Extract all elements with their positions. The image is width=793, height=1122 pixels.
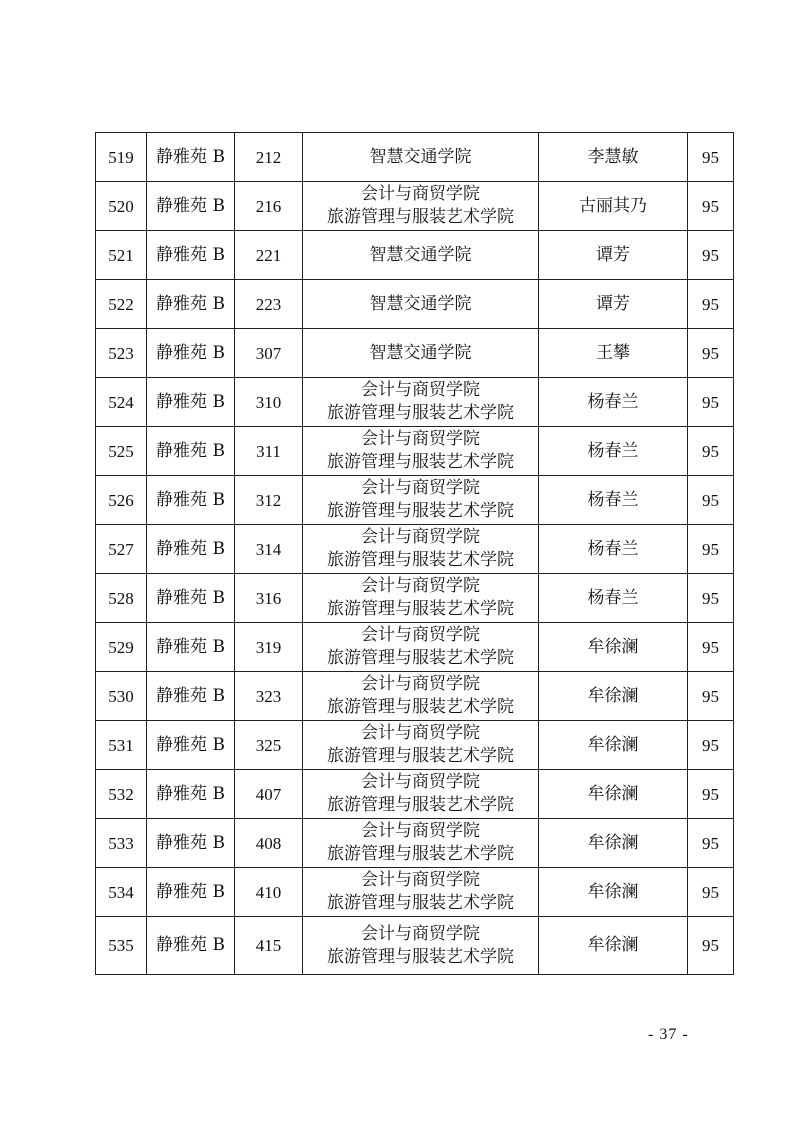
college-cell bbox=[303, 476, 539, 525]
score-cell: 95 bbox=[688, 476, 734, 525]
college-line: 会计与商贸学院 bbox=[361, 527, 480, 547]
college-line: 会计与商贸学院 bbox=[361, 723, 480, 743]
row-number-cell: 529 bbox=[96, 623, 147, 672]
building-cell: 静雅苑 B bbox=[147, 868, 235, 917]
college-line: 旅游管理与服装艺术学院 bbox=[327, 207, 514, 227]
college-line: 旅游管理与服装艺术学院 bbox=[327, 452, 514, 472]
building-cell: 静雅苑 B bbox=[147, 525, 235, 574]
college-line: 旅游管理与服装艺术学院 bbox=[327, 795, 514, 815]
person-name-cell: 杨春兰 bbox=[539, 378, 688, 427]
score-cell: 95 bbox=[688, 721, 734, 770]
college-cell bbox=[303, 917, 539, 975]
person-name-cell: 王攀 bbox=[539, 329, 688, 378]
room-number-cell: 216 bbox=[235, 182, 303, 231]
college-cell bbox=[303, 525, 539, 574]
table-row bbox=[96, 623, 734, 672]
college-cell bbox=[303, 868, 539, 917]
building-cell: 静雅苑 B bbox=[147, 623, 235, 672]
person-name-cell: 杨春兰 bbox=[539, 574, 688, 623]
person-name-cell: 谭芳 bbox=[539, 280, 688, 329]
person-name-cell: 杨春兰 bbox=[539, 525, 688, 574]
score-cell: 95 bbox=[688, 427, 734, 476]
college-cell bbox=[303, 378, 539, 427]
building-cell: 静雅苑 B bbox=[147, 672, 235, 721]
college-line: 会计与商贸学院 bbox=[361, 674, 480, 694]
row-number-cell: 528 bbox=[96, 574, 147, 623]
college-line: 会计与商贸学院 bbox=[361, 429, 480, 449]
score-cell: 95 bbox=[688, 133, 734, 182]
building-cell: 静雅苑 B bbox=[147, 819, 235, 868]
room-number-cell: 314 bbox=[235, 525, 303, 574]
college-line: 旅游管理与服装艺术学院 bbox=[327, 648, 514, 668]
row-number-cell: 524 bbox=[96, 378, 147, 427]
table-body bbox=[96, 133, 734, 975]
college-line: 旅游管理与服装艺术学院 bbox=[327, 844, 514, 864]
score-cell: 95 bbox=[688, 182, 734, 231]
college-line: 会计与商贸学院 bbox=[361, 380, 480, 400]
college-cell bbox=[303, 770, 539, 819]
room-number-cell: 310 bbox=[235, 378, 303, 427]
room-number-cell: 311 bbox=[235, 427, 303, 476]
building-cell: 静雅苑 B bbox=[147, 721, 235, 770]
person-name-cell: 牟徐澜 bbox=[539, 917, 688, 975]
building-cell: 静雅苑 B bbox=[147, 770, 235, 819]
person-name-cell: 杨春兰 bbox=[539, 476, 688, 525]
college-line: 会计与商贸学院 bbox=[361, 478, 480, 498]
room-number-cell: 323 bbox=[235, 672, 303, 721]
row-number-cell: 521 bbox=[96, 231, 147, 280]
person-name-cell: 李慧敏 bbox=[539, 133, 688, 182]
college-line: 旅游管理与服装艺术学院 bbox=[327, 746, 514, 766]
person-name-cell: 谭芳 bbox=[539, 231, 688, 280]
row-number-cell: 523 bbox=[96, 329, 147, 378]
college-line: 旅游管理与服装艺术学院 bbox=[327, 599, 514, 619]
person-name-cell: 牟徐澜 bbox=[539, 623, 688, 672]
score-cell: 95 bbox=[688, 917, 734, 975]
college-line: 会计与商贸学院 bbox=[361, 576, 480, 596]
table-row bbox=[96, 819, 734, 868]
row-number-cell: 527 bbox=[96, 525, 147, 574]
building-cell: 静雅苑 B bbox=[147, 427, 235, 476]
table-row bbox=[96, 476, 734, 525]
row-number-cell: 525 bbox=[96, 427, 147, 476]
table-row bbox=[96, 721, 734, 770]
room-number-cell: 408 bbox=[235, 819, 303, 868]
person-name-cell: 牟徐澜 bbox=[539, 868, 688, 917]
table-row bbox=[96, 917, 734, 975]
college-line: 旅游管理与服装艺术学院 bbox=[327, 946, 514, 967]
college-cell bbox=[303, 427, 539, 476]
college-cell bbox=[303, 672, 539, 721]
score-cell: 95 bbox=[688, 231, 734, 280]
row-number-cell: 520 bbox=[96, 182, 147, 231]
building-cell: 静雅苑 B bbox=[147, 378, 235, 427]
score-cell: 95 bbox=[688, 868, 734, 917]
table-row bbox=[96, 182, 734, 231]
college-line: 会计与商贸学院 bbox=[361, 923, 480, 944]
room-number-cell: 410 bbox=[235, 868, 303, 917]
table-row bbox=[96, 378, 734, 427]
college-line: 会计与商贸学院 bbox=[361, 772, 480, 792]
room-number-cell: 407 bbox=[235, 770, 303, 819]
room-number-cell: 212 bbox=[235, 133, 303, 182]
row-number-cell: 526 bbox=[96, 476, 147, 525]
college-line: 会计与商贸学院 bbox=[361, 184, 480, 204]
table-row bbox=[96, 329, 734, 378]
person-name-cell: 牟徐澜 bbox=[539, 672, 688, 721]
person-name-cell: 古丽其乃 bbox=[539, 182, 688, 231]
college-line: 会计与商贸学院 bbox=[361, 821, 480, 841]
room-number-cell: 307 bbox=[235, 329, 303, 378]
score-cell: 95 bbox=[688, 623, 734, 672]
table-row bbox=[96, 868, 734, 917]
college-line: 会计与商贸学院 bbox=[361, 625, 480, 645]
row-number-cell: 522 bbox=[96, 280, 147, 329]
row-number-cell: 532 bbox=[96, 770, 147, 819]
college-line: 智慧交通学院 bbox=[369, 244, 472, 265]
room-number-cell: 325 bbox=[235, 721, 303, 770]
college-cell bbox=[303, 574, 539, 623]
person-name-cell: 牟徐澜 bbox=[539, 770, 688, 819]
table-row bbox=[96, 231, 734, 280]
score-cell: 95 bbox=[688, 574, 734, 623]
building-cell: 静雅苑 B bbox=[147, 231, 235, 280]
building-cell: 静雅苑 B bbox=[147, 329, 235, 378]
table-row bbox=[96, 280, 734, 329]
row-number-cell: 533 bbox=[96, 819, 147, 868]
college-line: 旅游管理与服装艺术学院 bbox=[327, 697, 514, 717]
table-row bbox=[96, 133, 734, 182]
college-cell bbox=[303, 133, 539, 182]
dormitory-score-table bbox=[95, 132, 734, 975]
building-cell: 静雅苑 B bbox=[147, 133, 235, 182]
score-cell: 95 bbox=[688, 770, 734, 819]
score-cell: 95 bbox=[688, 819, 734, 868]
college-line: 智慧交通学院 bbox=[369, 146, 472, 167]
college-cell bbox=[303, 329, 539, 378]
college-line: 旅游管理与服装艺术学院 bbox=[327, 893, 514, 913]
person-name-cell: 牟徐澜 bbox=[539, 721, 688, 770]
room-number-cell: 223 bbox=[235, 280, 303, 329]
college-cell bbox=[303, 182, 539, 231]
college-line: 智慧交通学院 bbox=[369, 293, 472, 314]
score-cell: 95 bbox=[688, 378, 734, 427]
building-cell: 静雅苑 B bbox=[147, 182, 235, 231]
college-line: 旅游管理与服装艺术学院 bbox=[327, 550, 514, 570]
room-number-cell: 415 bbox=[235, 917, 303, 975]
college-cell bbox=[303, 231, 539, 280]
building-cell: 静雅苑 B bbox=[147, 917, 235, 975]
row-number-cell: 519 bbox=[96, 133, 147, 182]
college-cell bbox=[303, 819, 539, 868]
building-cell: 静雅苑 B bbox=[147, 574, 235, 623]
score-cell: 95 bbox=[688, 672, 734, 721]
college-line: 旅游管理与服装艺术学院 bbox=[327, 501, 514, 521]
college-cell bbox=[303, 280, 539, 329]
building-cell: 静雅苑 B bbox=[147, 476, 235, 525]
row-number-cell: 534 bbox=[96, 868, 147, 917]
table-row bbox=[96, 574, 734, 623]
room-number-cell: 312 bbox=[235, 476, 303, 525]
score-cell: 95 bbox=[688, 280, 734, 329]
row-number-cell: 535 bbox=[96, 917, 147, 975]
building-cell: 静雅苑 B bbox=[147, 280, 235, 329]
table-row bbox=[96, 770, 734, 819]
college-line: 智慧交通学院 bbox=[369, 342, 472, 363]
college-cell bbox=[303, 721, 539, 770]
room-number-cell: 316 bbox=[235, 574, 303, 623]
college-line: 旅游管理与服装艺术学院 bbox=[327, 403, 514, 423]
room-number-cell: 319 bbox=[235, 623, 303, 672]
page-number: - 37 - bbox=[648, 1026, 689, 1043]
table-row bbox=[96, 525, 734, 574]
table-row bbox=[96, 427, 734, 476]
score-cell: 95 bbox=[688, 329, 734, 378]
row-number-cell: 531 bbox=[96, 721, 147, 770]
college-cell bbox=[303, 623, 539, 672]
score-cell: 95 bbox=[688, 525, 734, 574]
college-line: 会计与商贸学院 bbox=[361, 870, 480, 890]
room-number-cell: 221 bbox=[235, 231, 303, 280]
row-number-cell: 530 bbox=[96, 672, 147, 721]
person-name-cell: 杨春兰 bbox=[539, 427, 688, 476]
person-name-cell: 牟徐澜 bbox=[539, 819, 688, 868]
table-row bbox=[96, 672, 734, 721]
